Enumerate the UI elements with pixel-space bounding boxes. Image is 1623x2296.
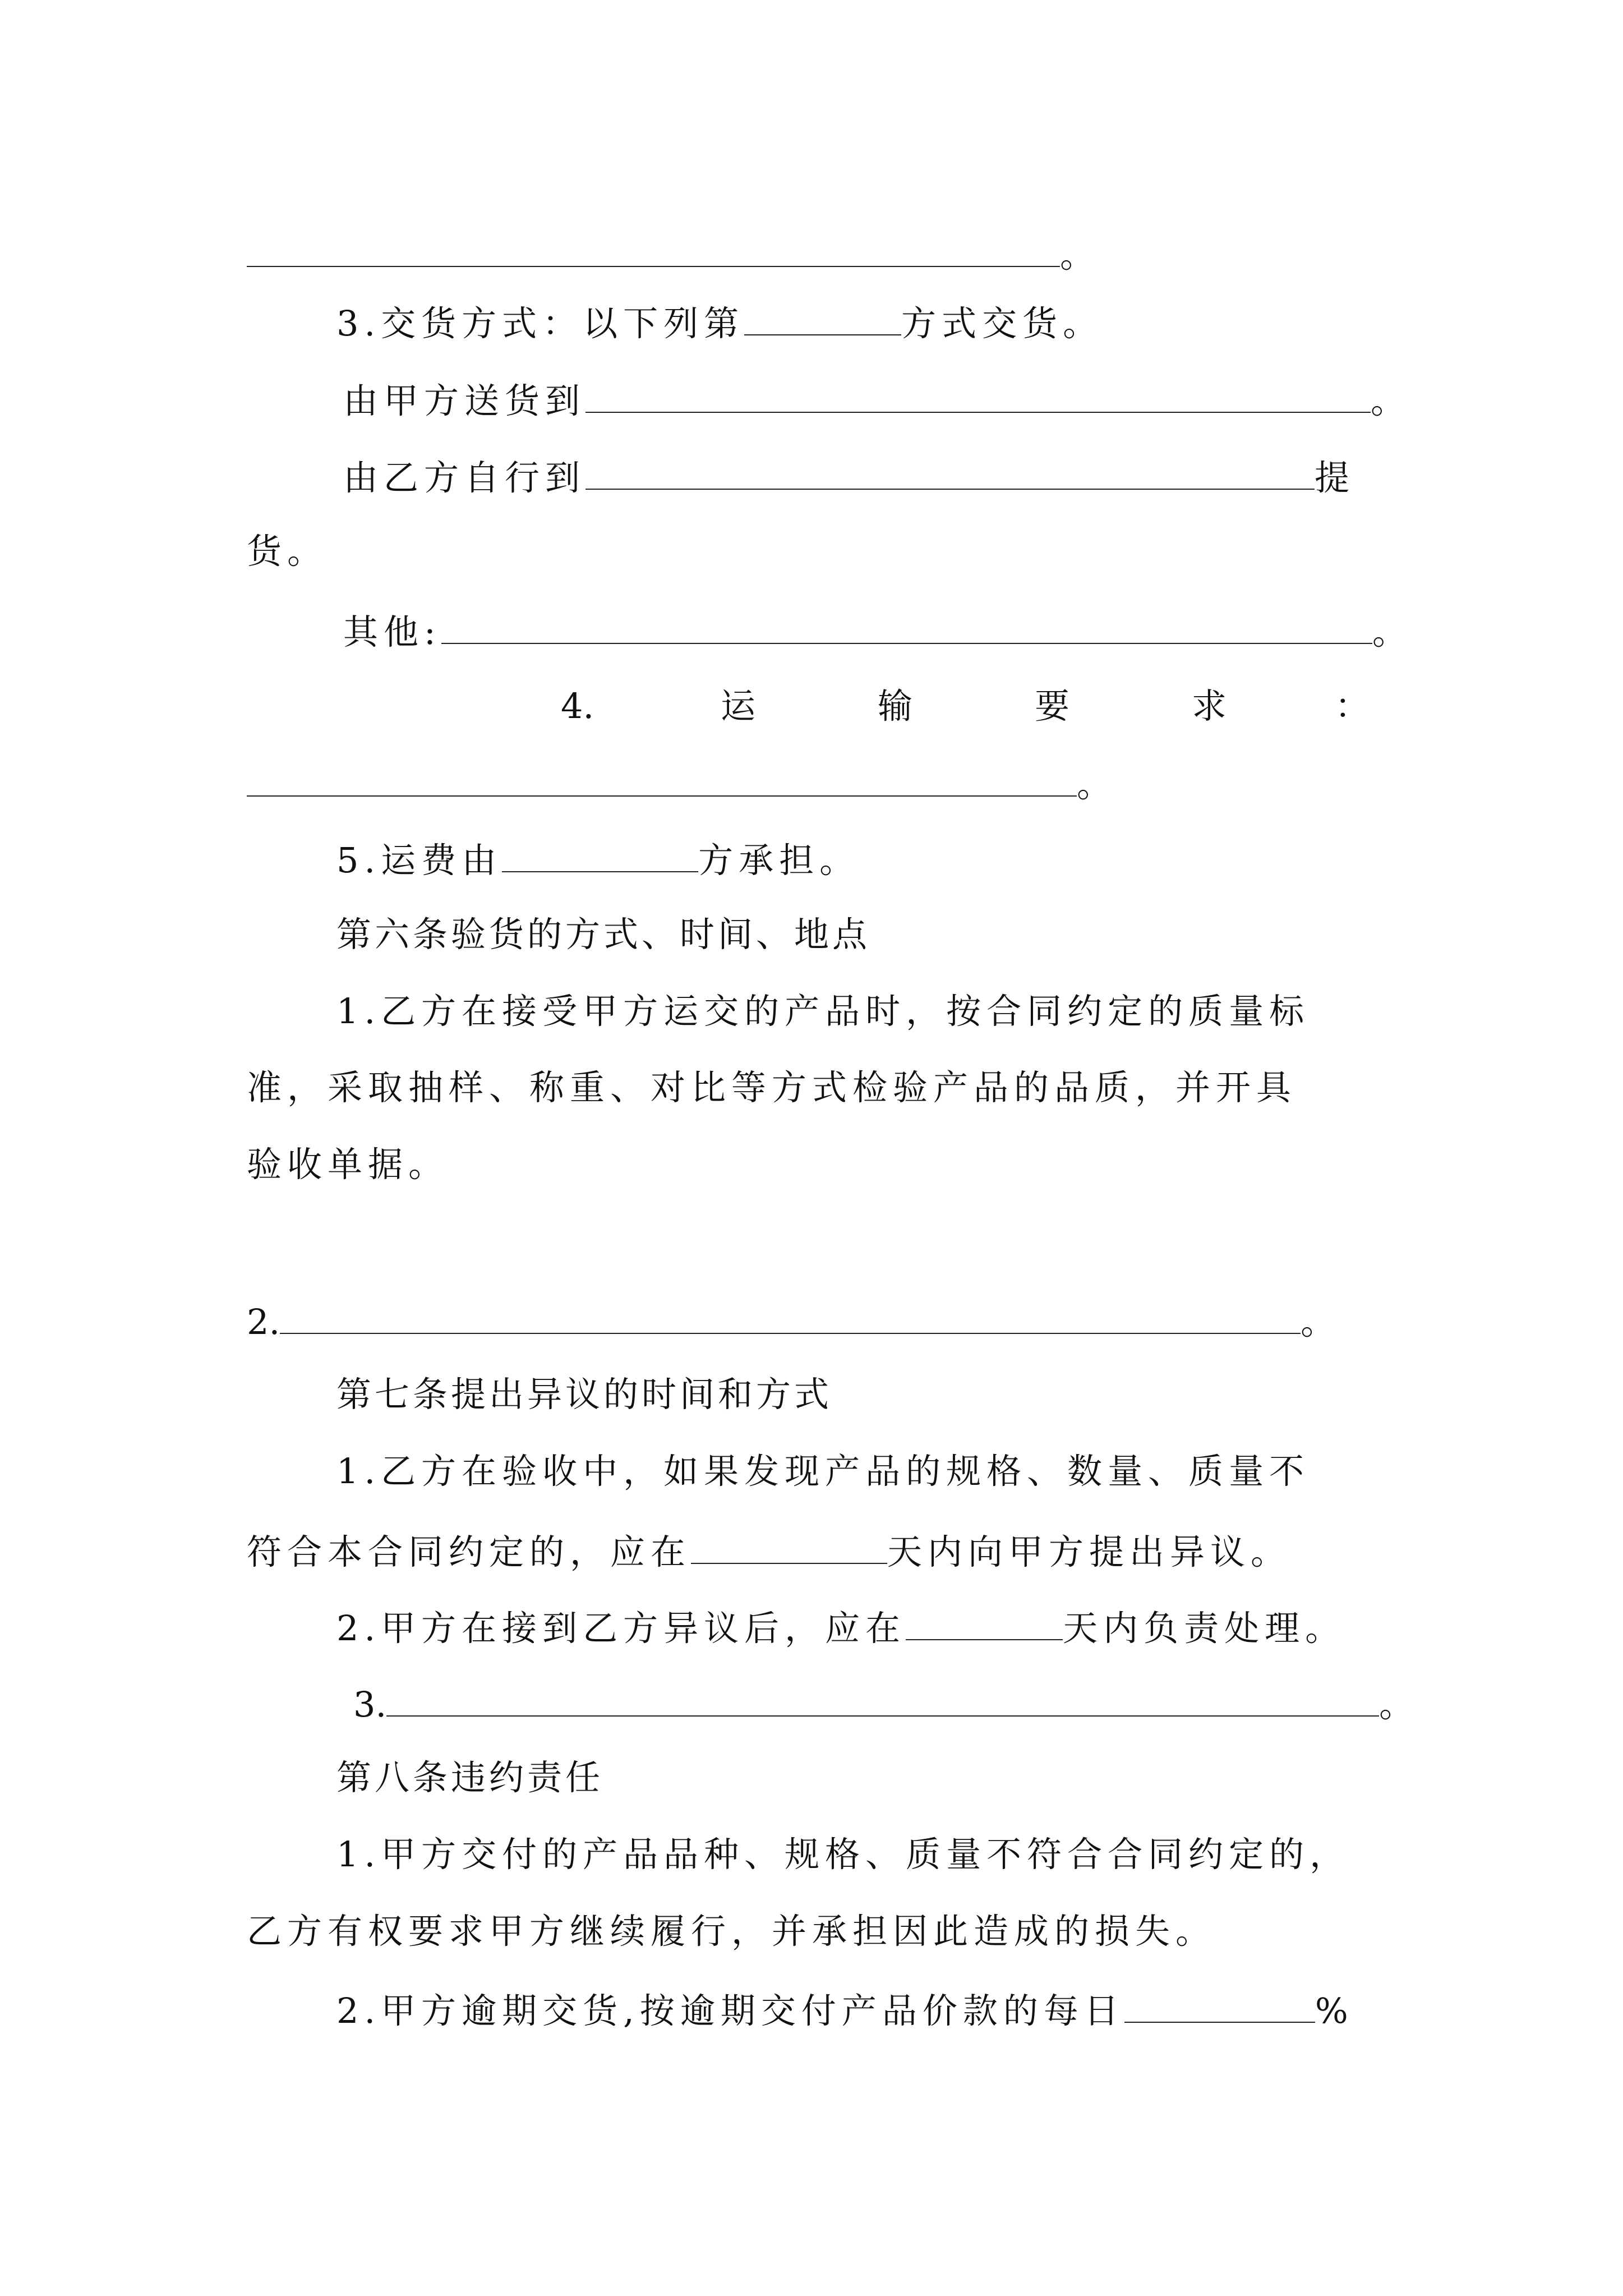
paragraph-text: 1.乙方在接受甲方运交的产品时，按合同约定的质量标 (336, 991, 1310, 1032)
text-line-21 (336, 1834, 1350, 1875)
text-line-6 (343, 611, 1413, 650)
pickup-continuation: 货。 (247, 531, 328, 572)
text-line-11 (336, 991, 1310, 1032)
freight-suffix: 方承担。 (698, 839, 860, 881)
article-seven-heading (336, 1374, 833, 1415)
fill-blank (906, 1608, 1063, 1640)
item-number: 3. (353, 1683, 387, 1725)
paragraph-text: 1.甲方交付的产品品种、规格、质量不符合合同约定的， (336, 1834, 1350, 1875)
objection-suffix: 天内向甲方提出异议。 (887, 1531, 1292, 1572)
article-eight-title: 第八条违约责任 (336, 1757, 604, 1798)
article-eight-heading (336, 1757, 604, 1798)
transport-char: 要 (1035, 685, 1070, 726)
fill-blank (502, 840, 698, 872)
fill-blank (691, 1531, 887, 1564)
text-line-22 (247, 1911, 1216, 1952)
text-line-3 (343, 380, 1412, 421)
text-line-19 (353, 1683, 1414, 1725)
item-number: 2. (247, 1301, 280, 1342)
seller-deliver-label: 由甲方送货到 (343, 380, 586, 421)
article-six-heading (336, 914, 871, 955)
fill-blank (441, 611, 1372, 644)
text-line-8 (247, 763, 1112, 805)
paragraph-text: 准，采取抽样、称重、对比等方式检验产品的品质，并开具 (247, 1067, 1297, 1108)
transport-colon: ： (1335, 685, 1370, 726)
paragraph-text: 乙方有权要求甲方继续履行，并承担因此造成的损失。 (247, 1911, 1216, 1952)
article-seven-title: 第七条提出异议的时间和方式 (336, 1374, 833, 1415)
fill-blank (744, 303, 901, 335)
text-line-12 (247, 1067, 1297, 1108)
pickup-suffix: 提 (1315, 457, 1355, 498)
transport-char: 运 (721, 685, 756, 726)
fill-blank (247, 234, 1060, 267)
text-line-5 (247, 531, 328, 572)
handling-suffix: 天内负责处理。 (1063, 1607, 1346, 1649)
paragraph-text: 验收单据。 (247, 1144, 449, 1185)
fill-blank (280, 1301, 1301, 1334)
text-line-13 (247, 1144, 449, 1185)
punctuation: 。 (1301, 1301, 1336, 1342)
buyer-pickup-label: 由乙方自行到 (343, 457, 586, 498)
fill-blank (386, 1684, 1379, 1717)
fill-blank (247, 764, 1077, 797)
objection-label: 符合本合同约定的，应在 (247, 1531, 691, 1572)
percent-sign: % (1315, 1990, 1354, 2031)
fill-blank (1124, 1990, 1315, 2023)
text-line-1 (247, 234, 1095, 273)
freight-label: 5.运费由 (336, 839, 502, 881)
text-line-4 (343, 457, 1355, 498)
punctuation: 。 (1060, 234, 1095, 275)
fill-blank (585, 380, 1371, 413)
text-line-14 (247, 1301, 1335, 1340)
fill-blank (585, 457, 1315, 490)
text-line-16 (336, 1451, 1310, 1492)
paragraph-text: 1.乙方在验收中，如果发现产品的规格、数量、质量不 (336, 1451, 1310, 1492)
punctuation: 。 (1379, 1683, 1414, 1725)
transport-number: 4. (561, 685, 594, 726)
punctuation: 。 (1371, 380, 1412, 421)
text-line-18 (336, 1607, 1346, 1649)
handling-label: 2.甲方在接到乙方异议后，应在 (336, 1607, 906, 1649)
delivery-method-label: 3.交货方式：以下列第 (336, 302, 745, 344)
late-delivery-label: 2.甲方逾期交货,按逾期交付产品价款的每日 (336, 1990, 1124, 2031)
text-line-23 (336, 1990, 1354, 2031)
text-line-2 (336, 302, 1104, 344)
transport-char: 输 (878, 685, 913, 726)
text-line-17 (247, 1531, 1291, 1570)
other-label: 其他: (343, 611, 441, 652)
punctuation: 。 (1372, 611, 1413, 652)
transport-char: 求 (1192, 685, 1227, 726)
article-six-title: 第六条验货的方式、时间、地点 (336, 914, 871, 955)
text-line-9 (336, 839, 860, 881)
punctuation: 。 (1077, 763, 1112, 805)
delivery-method-suffix: 方式交货。 (901, 302, 1104, 344)
